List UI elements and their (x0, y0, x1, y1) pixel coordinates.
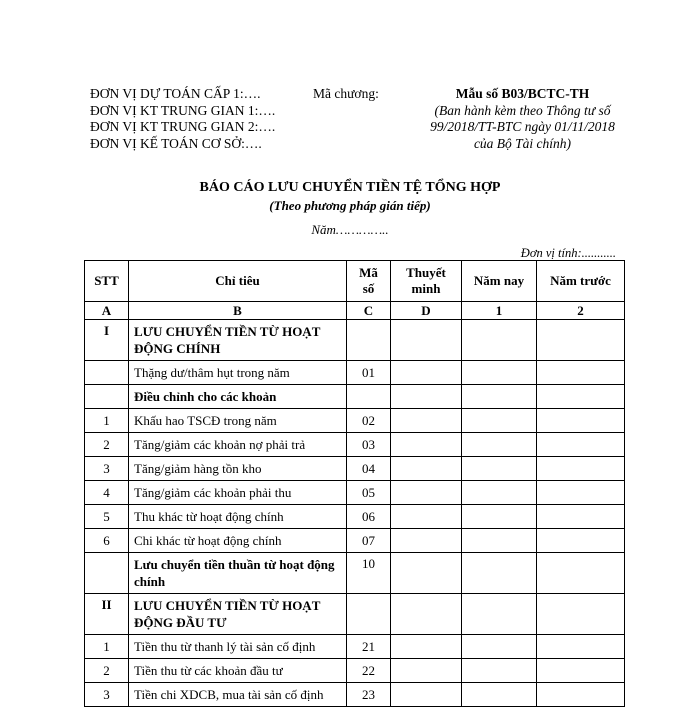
row-note (391, 635, 462, 659)
row-this-year (462, 594, 537, 635)
row-this-year (462, 553, 537, 594)
row-last-year (537, 659, 625, 683)
row-note (391, 553, 462, 594)
row-label: Tiền chi XDCB, mua tài sản cố định (129, 683, 347, 707)
row-note (391, 361, 462, 385)
row-label: Tiền thu từ các khoản đầu tư (129, 659, 347, 683)
base-accounting-unit: ĐƠN VỊ KẾ TOÁN CƠ SỞ:…. (90, 135, 262, 151)
row-this-year (462, 683, 537, 707)
row-stt: 2 (85, 659, 129, 683)
row-note (391, 409, 462, 433)
col-header-last-year: Năm trước (537, 261, 625, 302)
cash-flow-table (84, 260, 625, 707)
row-label: Chi khác từ hoạt động chính (129, 529, 347, 553)
col-code-d: D (391, 302, 462, 320)
row-note (391, 385, 462, 409)
table-row (85, 553, 625, 594)
row-this-year (462, 361, 537, 385)
row-this-year (462, 529, 537, 553)
row-note (391, 481, 462, 505)
row-this-year (462, 433, 537, 457)
row-code: 07 (347, 529, 391, 553)
row-label: Thu khác từ hoạt động chính (129, 505, 347, 529)
row-last-year (537, 529, 625, 553)
row-stt: 3 (85, 457, 129, 481)
table-row (85, 481, 625, 505)
row-this-year (462, 481, 537, 505)
row-label: Tăng/giảm hàng tồn kho (129, 457, 347, 481)
unit-info-block (90, 86, 275, 152)
col-header-code: Mã số (347, 261, 391, 302)
row-code: 04 (347, 457, 391, 481)
row-note (391, 594, 462, 635)
row-label: Điều chỉnh cho các khoản (129, 385, 347, 409)
row-last-year (537, 433, 625, 457)
row-this-year (462, 635, 537, 659)
col-code-2: 2 (537, 302, 625, 320)
row-code: 02 (347, 409, 391, 433)
row-label: Lưu chuyển tiền thuần từ hoạt động chính (129, 553, 347, 594)
col-code-c: C (347, 302, 391, 320)
col-code-1: 1 (462, 302, 537, 320)
row-stt (85, 385, 129, 409)
chapter-code-label: Mã chương: (313, 86, 379, 101)
row-stt: 5 (85, 505, 129, 529)
table-row (85, 385, 625, 409)
form-code: Mẫu số B03/BCTC-TH (455, 86, 590, 101)
row-stt: I (85, 320, 129, 361)
row-code: 21 (347, 635, 391, 659)
row-code: 01 (347, 361, 391, 385)
table-row (85, 683, 625, 707)
row-this-year (462, 659, 537, 683)
row-last-year (537, 361, 625, 385)
row-this-year (462, 320, 537, 361)
row-last-year (537, 594, 625, 635)
row-last-year (537, 683, 625, 707)
row-label: Thặng dư/thâm hụt trong năm (129, 361, 347, 385)
table-row (85, 659, 625, 683)
row-note (391, 433, 462, 457)
issued-note-line-1: (Ban hành kèm theo Thông tư số (434, 102, 611, 118)
row-last-year (537, 553, 625, 594)
row-note (391, 529, 462, 553)
report-subtitle: (Theo phương pháp gián tiếp) (269, 198, 431, 213)
row-stt: 1 (85, 635, 129, 659)
row-code: 03 (347, 433, 391, 457)
table-row (85, 409, 625, 433)
col-code-a: A (85, 302, 129, 320)
form-info-block (410, 86, 635, 152)
row-this-year (462, 457, 537, 481)
row-note (391, 505, 462, 529)
row-this-year (462, 505, 537, 529)
row-code: 23 (347, 683, 391, 707)
row-stt (85, 553, 129, 594)
issued-note-line-2: 99/2018/TT-BTC ngày 01/11/2018 (430, 119, 615, 134)
report-year: Năm………….. (311, 222, 389, 237)
row-last-year (537, 457, 625, 481)
table-row (85, 457, 625, 481)
table-row (85, 529, 625, 553)
row-last-year (537, 505, 625, 529)
row-stt: 2 (85, 433, 129, 457)
row-code: 10 (347, 553, 391, 594)
row-stt (85, 361, 129, 385)
row-stt: 3 (85, 683, 129, 707)
row-label: Khấu hao TSCĐ trong năm (129, 409, 347, 433)
table-code-row (85, 302, 625, 320)
row-code: 22 (347, 659, 391, 683)
row-last-year (537, 385, 625, 409)
col-header-stt: STT (85, 261, 129, 302)
row-code: 06 (347, 505, 391, 529)
intermediate-unit-2: ĐƠN VỊ KT TRUNG GIAN 2:…. (90, 119, 276, 134)
table-row (85, 505, 625, 529)
row-stt: 4 (85, 481, 129, 505)
intermediate-unit-1: ĐƠN VỊ KT TRUNG GIAN 1:…. (90, 102, 276, 118)
table-row (85, 594, 625, 635)
row-label: Tiền thu từ thanh lý tài sản cố định (129, 635, 347, 659)
row-this-year (462, 409, 537, 433)
row-label: Tăng/giảm các khoản phải thu (129, 481, 347, 505)
budget-unit-level1: ĐƠN VỊ DỰ TOÁN CẤP 1:…. (90, 86, 261, 101)
row-label: Tăng/giảm các khoản nợ phải trả (129, 433, 347, 457)
row-code (347, 320, 391, 361)
row-note (391, 320, 462, 361)
issued-note-line-3: của Bộ Tài chính) (473, 135, 572, 151)
row-last-year (537, 409, 625, 433)
table-row (85, 635, 625, 659)
row-label: LƯU CHUYỂN TIỀN TỪ HOẠT ĐỘNG CHÍNH (129, 320, 347, 361)
row-note (391, 659, 462, 683)
row-this-year (462, 385, 537, 409)
col-header-note: Thuyết minh (391, 261, 462, 302)
row-label: LƯU CHUYỂN TIỀN TỪ HOẠT ĐỘNG ĐẦU TƯ (129, 594, 347, 635)
row-stt: 1 (85, 409, 129, 433)
row-stt: 6 (85, 529, 129, 553)
currency-unit: Đơn vị tính:........... (520, 246, 616, 260)
row-code (347, 385, 391, 409)
col-header-indicator: Chỉ tiêu (129, 261, 347, 302)
table-row (85, 320, 625, 361)
table-header-row (85, 261, 625, 302)
row-last-year (537, 481, 625, 505)
row-code: 05 (347, 481, 391, 505)
col-code-b: B (129, 302, 347, 320)
table-row (85, 361, 625, 385)
table-row (85, 433, 625, 457)
row-note (391, 457, 462, 481)
row-code (347, 594, 391, 635)
row-note (391, 683, 462, 707)
row-last-year (537, 320, 625, 361)
row-stt: II (85, 594, 129, 635)
report-title: BÁO CÁO LƯU CHUYỂN TIỀN TỆ TỔNG HỢP (199, 180, 501, 195)
col-header-this-year: Năm nay (462, 261, 537, 302)
row-last-year (537, 635, 625, 659)
